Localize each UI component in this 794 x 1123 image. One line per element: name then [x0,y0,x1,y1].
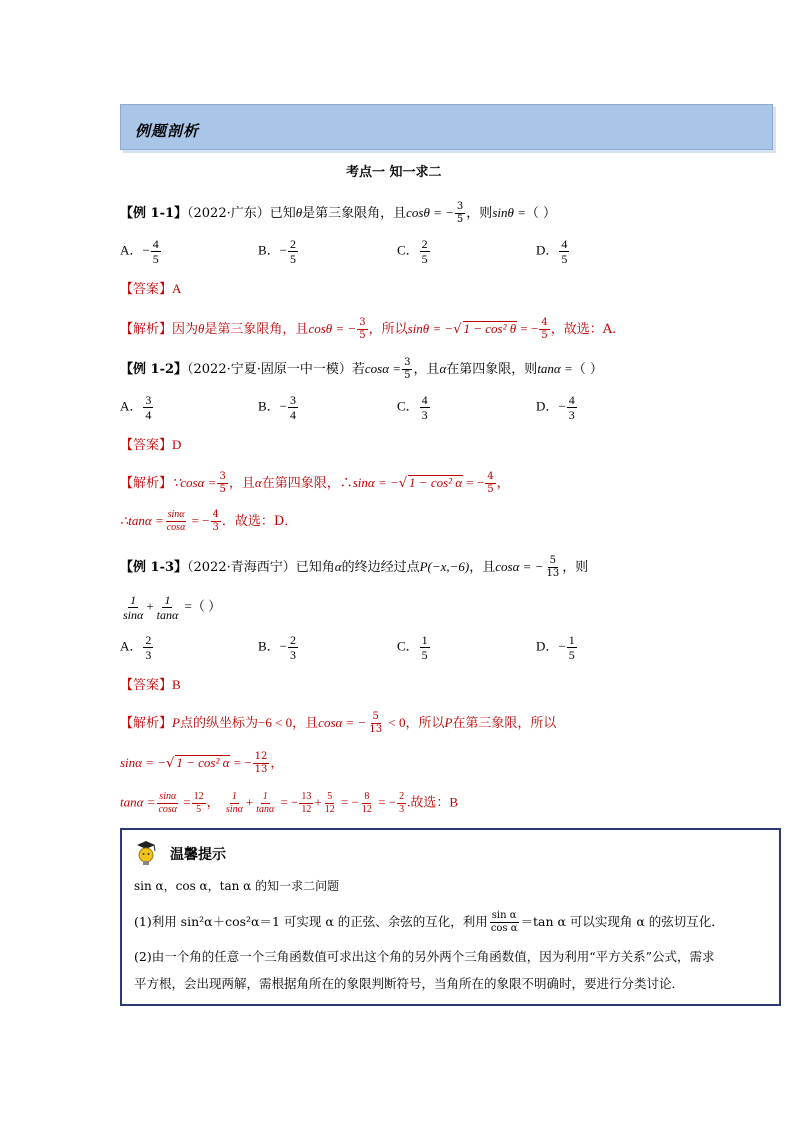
example-1-3-expression: $\frac{1}{\sin\alpha}$ + $\frac{1}{\tan\alpha}$ =（ ） [123,593,222,622]
fraction: $\frac{4}{5}$ [487,471,494,495]
fraction: $\frac{4}{3}$ [421,393,428,422]
fraction: $\frac{3}{5}$ [219,471,226,495]
fraction: $\frac{2}{3}$ [399,791,405,815]
example-1-3-question: 【例 1-3】（2022·青海西宁）已知角α的终边经过点P(−x,−6)，且cosα = − $\frac{5}{13}$ ，则 [120,555,589,579]
example-1-2-analysis-line2: ∴tanα = $\frac{\sin\alpha}{\cos\alpha}$ = − $\frac{4}{3}$ ．故选：D． [120,509,298,533]
fraction: $\frac{1}{\tan\alpha}$ [256,791,275,815]
tip-intro: sin α，cos α，tan α 的知一求二问题 [134,879,340,893]
fraction: $\frac{2}{3}$ [145,633,152,662]
example-1-3-option-a: A． $\frac{2}{3}$ [120,633,152,662]
example-1-1-option-b: B．− $\frac{2}{5}$ [258,237,297,266]
example-1-1-option-d: D． $\frac{4}{5}$ [536,237,568,266]
example-1-3-answer: 【答案】B [120,677,181,693]
fraction: $\frac{12}{13}$ [254,751,268,775]
fraction: $\frac{1}{\sin\alpha}$ [123,593,144,622]
example-1-3-analysis-line1: 【解析】P点的纵坐标为−6 < 0，且cosα = − $\frac{5}{13}$ < 0，所以P在第三象限，所以 [120,711,557,735]
fraction: $\frac{4}{3}$ [568,393,575,422]
example-1-2-question: 【例 1-2】（2022·宁夏·固原一中一模）若cosα = $\frac{3}{5}$ ，且α在第四象限，则tanα =（ ） [120,357,603,381]
example-1-2-option-b: B．− $\frac{3}{4}$ [258,393,297,422]
fraction: $\frac{3}{5}$ [456,201,464,225]
example-source: （2022·广东） [187,206,270,221]
example-1-2-analysis-line1: 【解析】∵cosα = $\frac{3}{5}$ ，且α在第四象限，∴sinα = −√ 1 − cos² α = − $\frac{4}{5}$ ， [120,471,510,495]
example-1-2-option-d: D．− $\frac{4}{3}$ [536,393,575,422]
example-1-2-option-a: A． $\frac{3}{4}$ [120,393,152,422]
tip-title: 温馨提示 [170,847,226,863]
topic-title: 考点一 知一求二 [346,165,442,180]
example-1-3-option-b: B．− $\frac{2}{3}$ [258,633,297,662]
answer-blank: （ ） [525,206,557,221]
question-text: 已知 [269,206,296,221]
fraction: $\frac{3}{5}$ [359,317,366,341]
fraction: $\frac{8}{12}$ [361,791,372,815]
fraction: $\frac{1}{5}$ [568,633,575,662]
tip-lightbulb-icon [134,841,158,870]
example-tag: 【例 1-3】 [120,560,188,575]
fraction: $\frac{4}{5}$ [561,237,568,266]
example-1-1-answer: 【答案】A [120,281,182,297]
math-var: θ [295,205,303,220]
example-source: （2022·青海西宁） [187,560,296,575]
tip-point-2-line2: 平方根，会出现两解，需根据角所在的象限判断符号，当角所在的象限不明确时，要进行分类讨论． [134,976,685,991]
example-1-1-option-c: C． $\frac{2}{5}$ [397,237,428,266]
fraction: $\frac{5}{13}$ [546,555,560,579]
fraction: $\frac{\sin\alpha}{\cos\alpha}$ [166,509,186,533]
tip-point-2-line1: (2)由一个角的任意一个三角函数值可求出这个角的另外两个三角函数值，因为利用“平方关系”公式，需求 [134,949,715,964]
fraction: $\frac{3}{4}$ [145,393,152,422]
answer-blank: （ ） [572,362,603,377]
example-1-3-option-d: D．− $\frac{1}{5}$ [536,633,575,662]
fraction: $\frac{1}{\sin\alpha}$ [225,791,243,815]
answer-blank: （ ） [191,598,222,614]
section-header-band [120,104,773,150]
example-tag: 【例 1-2】 [120,362,188,377]
question-text: ，则 [466,206,493,221]
fraction: $\frac{\sin\alpha}{\cos\alpha}$ [158,791,178,815]
example-source: （2022·宁夏·固原一中一模） [187,362,352,377]
fraction: $\frac{1}{\tan\alpha}$ [156,593,179,622]
fraction: $\frac{5}{12}$ [324,791,335,815]
section-header-title: 例题剖析 [135,122,200,140]
example-tag: 【例 1-1】 [120,206,188,221]
fraction: $\frac{2}{5}$ [421,237,428,266]
fraction: $\frac{3}{5}$ [404,357,411,381]
example-1-3-option-c: C． $\frac{1}{5}$ [397,633,428,662]
fraction: $\frac{13}{12}$ [301,791,312,815]
example-1-1-question [120,202,556,225]
example-1-3-analysis-line2: sinα = −√ 1 − cos² α = − $\frac{12}{13}$ ， [120,751,284,775]
math-expr: cosθ = − [406,205,454,220]
fraction: $\frac{4}{5}$ [541,317,548,341]
fraction: $\frac{2}{3}$ [290,633,297,662]
math-expr: sinθ = [492,205,526,220]
fraction: $\frac{5}{13}$ [369,711,383,735]
fraction: $\frac{4}{3}$ [212,509,219,533]
tip-point-1: (1)利用 sin²α＋cos²α＝1 可实现 α 的正弦、余弦的互化，利用 $\frac{\text{sin α}}{\text{cos α}}$ ＝tan α 可以实现角 α 的弦切互化． [134,910,724,934]
fraction: $\frac{2}{5}$ [290,237,297,266]
fraction: $\frac{1}{5}$ [421,633,428,662]
fraction: $\frac{\text{sin α}}{\text{cos α}}$ [490,910,518,934]
fraction: $\frac{3}{4}$ [290,393,297,422]
example-1-2-answer: 【答案】D [120,437,182,453]
fraction: $\frac{4}{5}$ [152,237,159,266]
example-1-1-analysis: 【解析】因为θ是第三象限角，且cosθ = − $\frac{3}{5}$ ，所以sinθ = −√ 1 − cos² θ = − $\frac{4}{5}$ ，故选：A. [120,317,617,341]
question-text: 是第三象限角，且 [302,206,407,221]
fraction: $\frac{12}{5}$ [193,791,204,815]
example-1-2-option-c: C． $\frac{4}{3}$ [397,393,428,422]
example-1-3-analysis-line3: tanα = $\frac{\sin\alpha}{\cos\alpha}$ = $\frac{12}{5}$ ， $\frac{1}{\sin\alpha}$ + $\frac{1}{\tan\alpha}$ = − $\frac{13}{12}$ + $\frac{5}{12}$ = − $\frac{8}{12}$ = − $\frac{2}{3}$ .故选：B [120,791,458,815]
example-1-1-option-a: A．− $\frac{4}{5}$ [120,237,159,266]
